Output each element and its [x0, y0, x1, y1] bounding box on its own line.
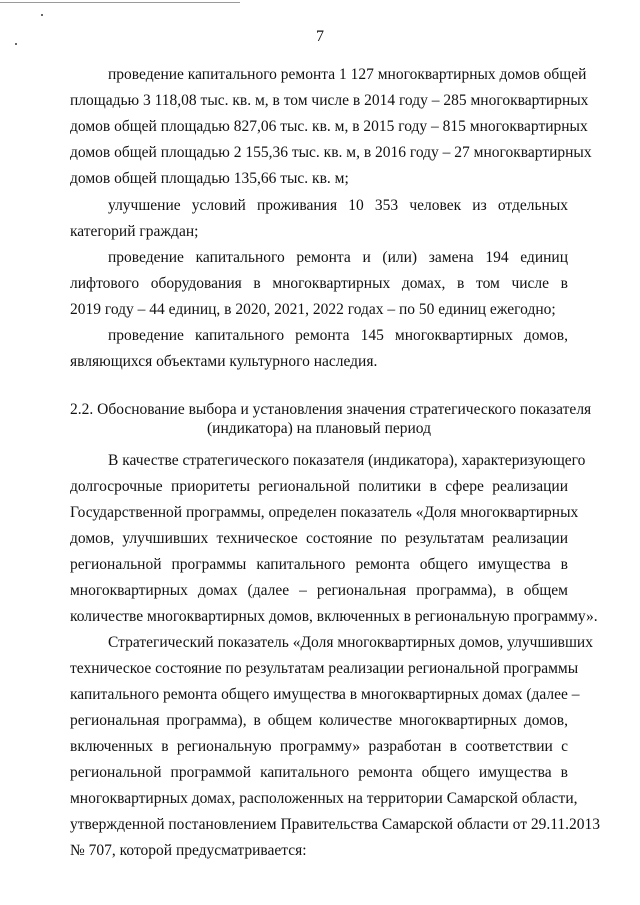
list-item — [70, 193, 568, 245]
scan-artifact-line — [0, 2, 240, 3]
text-line: утвержденной постановлением Правительства Самарской области от 29.11.2013 — [70, 816, 601, 833]
paragraph — [70, 630, 601, 864]
text-line: В качестве стратегического показателя (индикатора), характеризующего — [108, 452, 586, 469]
text-line: домов общей площадью 2 155,36 тыс. кв. м, в 2016 году – 27 многоквартирных — [70, 144, 592, 161]
text-line: лифтового оборудования в многоквартирных домах, в том числе в — [70, 275, 568, 292]
text-line: 2019 году – 44 единиц, в 2020, 2021, 2022 годах – по 50 единиц ежегодно; — [70, 301, 556, 318]
text-line: капитального ремонта общего имущества в многоквартирных домах (далее – — [70, 686, 580, 703]
list-item — [70, 245, 568, 323]
text-line: домов, улучшивших техническое состояние по результатам реализации — [70, 530, 568, 547]
text-line: техническое состояние по результатам реализации региональной программы — [70, 660, 579, 677]
heading-line: 2.2. Обоснование выбора и установления значения стратегического показателя — [70, 401, 592, 418]
heading-line: (индикатора) на плановый период — [206, 420, 431, 437]
text-line: категорий граждан; — [70, 223, 199, 240]
text-line: долгосрочные приоритеты региональной политики в сфере реализации — [70, 478, 568, 495]
text-line: являющихся объектами культурного наследия. — [70, 353, 378, 370]
text-line: площадью 3 118,08 тыс. кв. м, в том числе в 2014 году – 285 многоквартирных — [70, 92, 589, 109]
text-line: региональной программой капитального ремонта общего имущества в — [70, 764, 568, 781]
text-line: Стратегический показатель «Доля многоквартирных домов, улучшивших — [108, 634, 593, 651]
text-line: домов общей площадью 827,06 тыс. кв. м, в 2015 году – 815 многоквартирных — [70, 118, 588, 135]
text-line: многоквартирных домах, расположенных на территории Самарской области, — [70, 790, 578, 807]
text-line: проведение капитального ремонта 1 127 многоквартирных домов общей — [108, 66, 587, 83]
scan-artifact-dot — [41, 14, 43, 16]
text-line: включенных в региональную программу» разработан в соответствии с — [70, 738, 568, 755]
list-item — [70, 323, 568, 375]
page-number: 7 — [316, 28, 324, 45]
text-line: количестве многоквартирных домов, включенных в региональную программу». — [70, 608, 598, 625]
text-line: проведение капитального ремонта и (или) замена 194 единиц — [108, 249, 568, 266]
text-line: домов общей площадью 135,66 тыс. кв. м; — [70, 170, 349, 187]
text-line: улучшение условий проживания 10 353 человек из отдельных — [108, 197, 568, 214]
text-line: региональная программа), в общем количестве многоквартирных домов, — [70, 712, 568, 729]
section-heading — [70, 400, 592, 438]
text-line: № 707, которой предусматривается: — [70, 842, 307, 859]
paragraph — [70, 448, 598, 630]
list-item — [70, 62, 592, 192]
text-line: региональной программы капитального ремонта общего имущества в — [70, 556, 568, 573]
text-line: многоквартирных домах (далее – региональная программа), в общем — [70, 582, 568, 599]
text-line: Государственной программы, определен показатель «Доля многоквартирных — [70, 504, 579, 521]
text-line: проведение капитального ремонта 145 многоквартирных домов, — [108, 327, 568, 344]
